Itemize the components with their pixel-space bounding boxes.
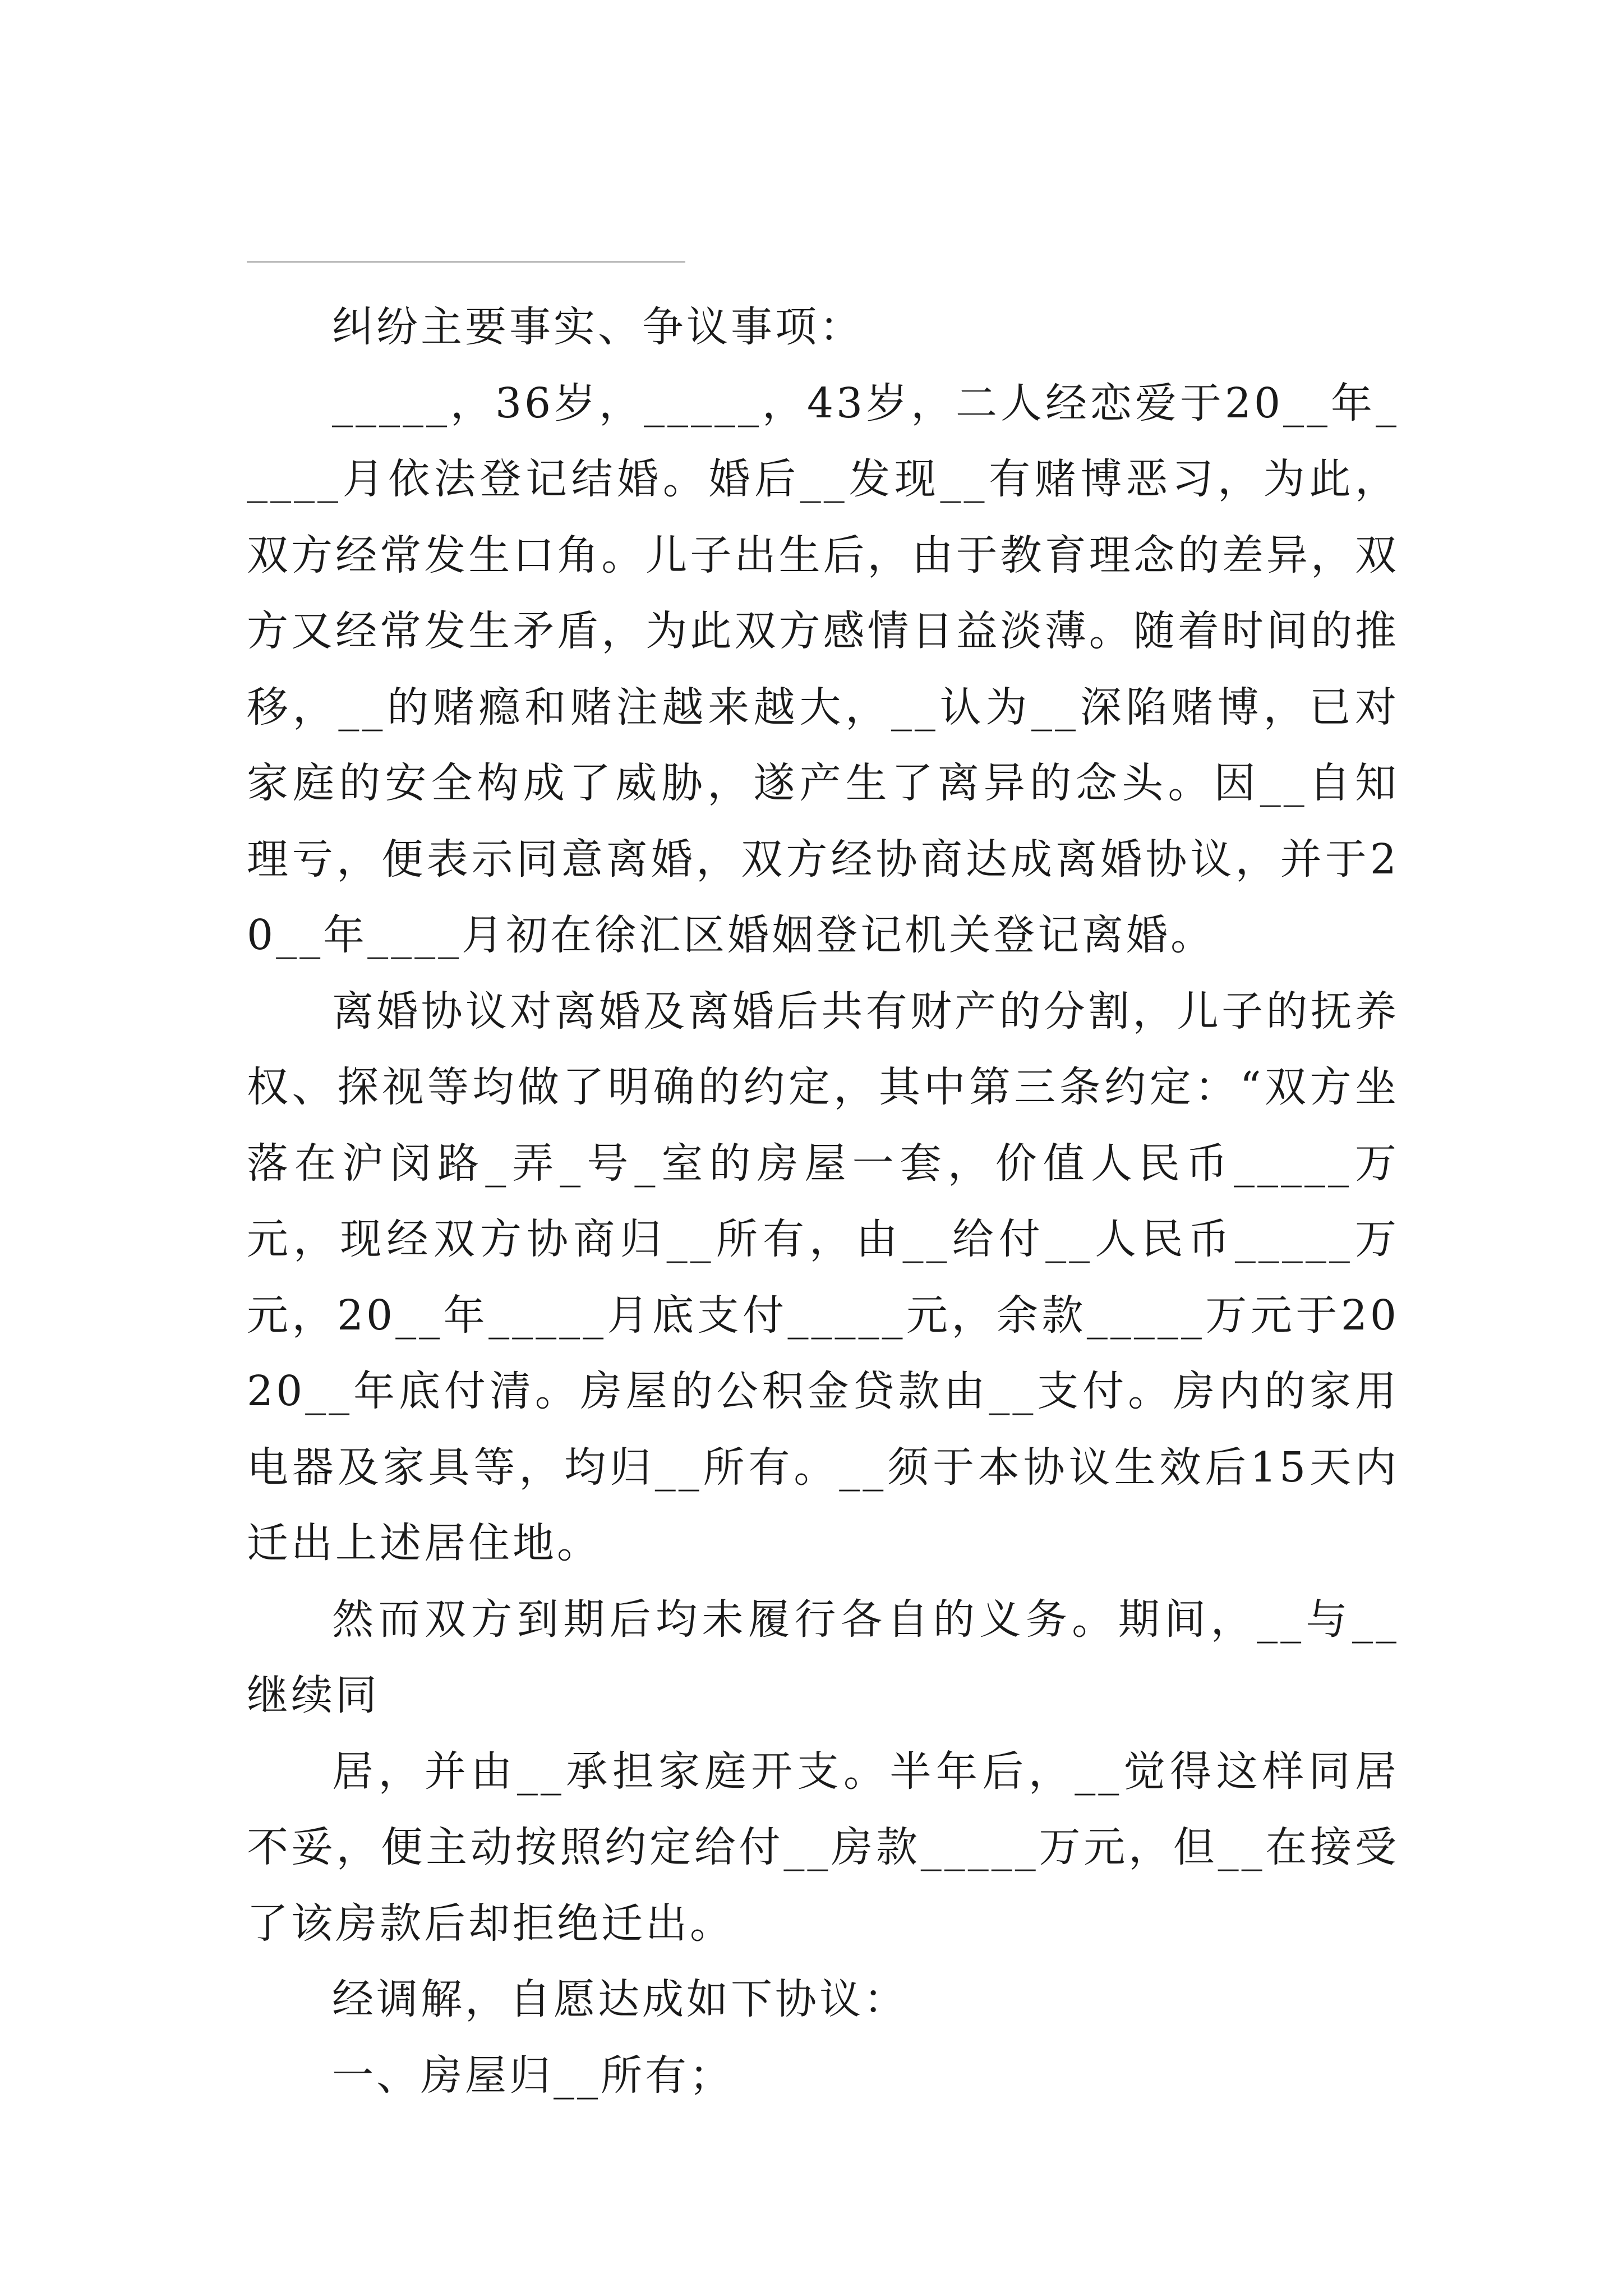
paragraph-mediation-intro: 经调解，自愿达成如下协议： <box>332 1975 908 2023</box>
header-rule <box>247 261 685 263</box>
paragraph-unfulfilled-duties: 然而双方到期后均未履行各自的义务。期间，__与__继续同 <box>247 1595 1399 1719</box>
paragraph-marriage-facts: _____，36岁，_____，43岁，二人经恋爱于20__年_____月依法登记结婚。婚后__发现__有赌博恶习，为此，双方经常发生口角。儿子出生后，由于教育理念的差异，双方又经常发生矛盾，为此双方感情日益淡薄。随着时间的推移，__的赌瘾和赌注越来越大，__认为__深陷赌博，已对家庭的安全构成了威胁，遂产生了离异的念头。因__自知理亏，便表示同意离婚，双方经协商达成离婚协议，并于20__年____月初在徐汇区婚姻登记机关登记离婚。 <box>247 379 1399 959</box>
paragraph-agreement-item-1: 一、房屋归__所有； <box>332 2051 734 2100</box>
paragraph-cohabitation: 居，并由__承担家庭开支。半年后，__觉得这样同居不妥，便主动按照约定给付__房款_____万元，但__在接受了该房款后却拒绝迁出。 <box>247 1747 1399 1948</box>
document-body <box>247 289 1399 2114</box>
paragraph-dispute-heading: 纠纷主要事实、争议事项： <box>332 303 864 351</box>
paragraph-divorce-agreement: 离婚协议对离婚及离婚后共有财产的分割，儿子的抚养权、探视等均做了明确的约定，其中第三条约定：“双方坐落在沪闵路_弄_号_室的房屋一套，价值人民币_____万元，现经双方协商归__所有，由__给付__人民币_____万元，20__年_____月底支付_____元，余款_____万元于2020__年底付清。房屋的公积金贷款由__支付。房内的家用电器及家具等，均归__所有。__须于本协议生效后15天内迁出上述居住地。 <box>247 987 1399 1567</box>
